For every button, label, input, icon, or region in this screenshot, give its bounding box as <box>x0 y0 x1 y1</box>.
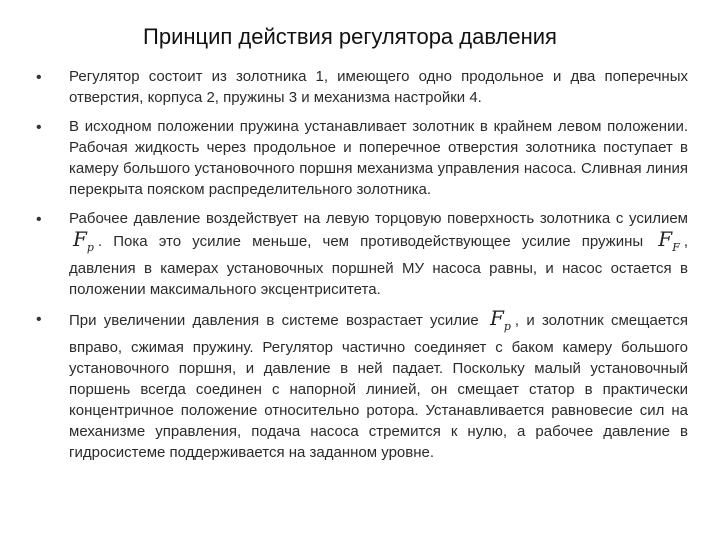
item-text <box>69 208 688 300</box>
force-ff-formula <box>654 227 684 254</box>
item-text-part: , и золотник смещается вправо, сжимая пружину. Регулятор частично соединяет с баком камеру большого установочного поршня, и давление в ней падает. Поскольку малый установочный поршень всегда соединен с напорной линией, он смещает статор в практически концентричное положение относительно ротора. Устанавливается равновесие сил на механизме управления, подача насоса стремится к нулю, а рабочее давление в гидросистеме поддерживается на заданном уровне. <box>69 312 688 461</box>
bullet-marker: • <box>36 119 42 136</box>
bullet-marker: • <box>36 311 42 328</box>
bullet-list <box>36 66 688 471</box>
item-text-part: Рабочее давление воздействует на левую торцовую поверхность золотника с усилием <box>69 210 688 227</box>
list-item <box>36 308 688 463</box>
force-fp-formula <box>486 306 515 333</box>
slide-title: Принцип действия регулятора давления <box>143 24 557 49</box>
bullet-marker: • <box>36 69 42 86</box>
item-text: В исходном положении пружина устанавливает золотник в крайнем левом положении. Рабочая жидкость через продольное и поперечное отверстия золотника поступает в камеру большого установочного поршня механизма управления насоса. Сливная линия перекрыта пояском распределительного золотника. <box>69 118 688 198</box>
list-item <box>36 66 688 108</box>
force-symbol: F <box>73 227 87 251</box>
list-item <box>36 208 688 300</box>
force-symbol: F <box>658 227 673 251</box>
force-symbol: F <box>489 306 504 330</box>
list-item <box>36 116 688 200</box>
item-text-part: . Пока это усилие меньше, чем противодействующее усилие пружины <box>97 233 644 250</box>
item-text: Регулятор состоит из золотника 1, имеющего одно продольное и два поперечных отверстия, корпуса 2, пружины 3 и механизма настройки 4. <box>69 68 688 106</box>
force-subscript: p <box>86 241 94 254</box>
force-fp-formula <box>69 227 98 254</box>
bullet-marker: • <box>36 211 42 228</box>
item-text-part: При увеличении давления в системе возрастает усилие <box>69 312 479 329</box>
force-subscript: F <box>672 241 680 254</box>
item-text-part: , давления в камерах установочных поршней МУ насоса равны, и насос остается в положении максимального эксцентриситета. <box>69 233 688 298</box>
force-subscript: p <box>503 320 511 333</box>
item-text <box>69 308 688 463</box>
